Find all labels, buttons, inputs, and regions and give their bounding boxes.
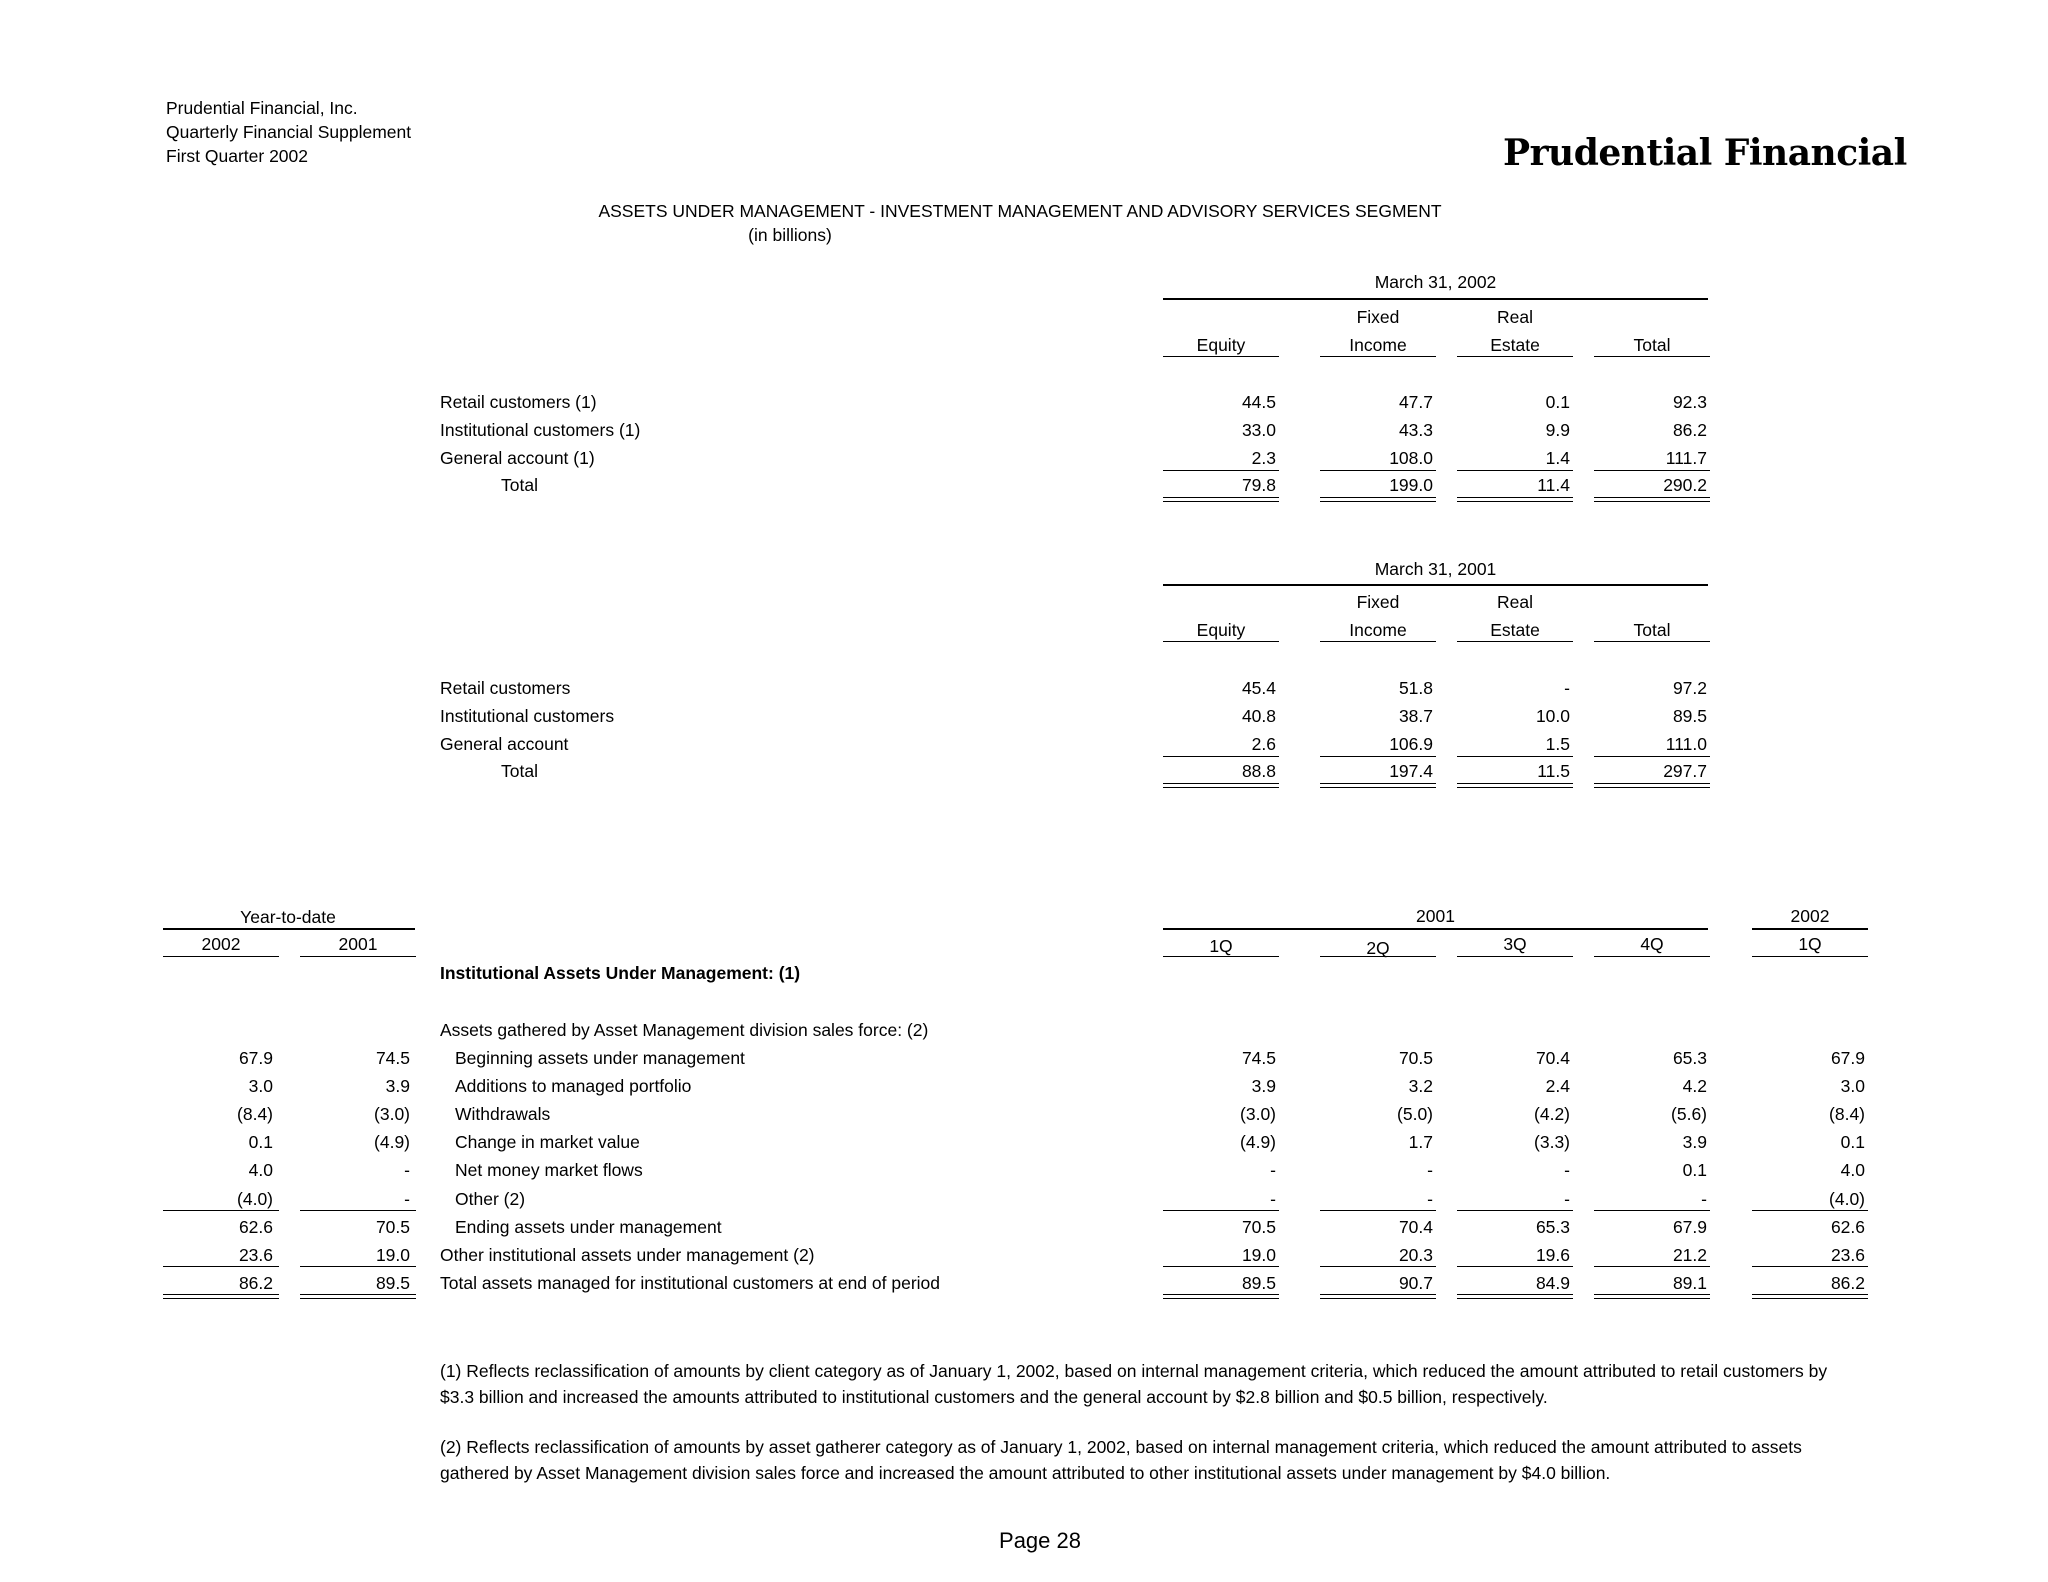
col-3q-2001: 3Q xyxy=(1503,934,1527,954)
row-label: Additions to managed portfolio xyxy=(455,1076,692,1096)
cell: 297.7 xyxy=(1663,761,1707,781)
cell: 45.4 xyxy=(1241,678,1276,698)
quarter-cell: 89.5 xyxy=(1241,1273,1276,1293)
quarter-cell: 3.0 xyxy=(1840,1076,1865,1096)
cell: 33.0 xyxy=(1241,420,1276,440)
quarter-cell: 3.9 xyxy=(1682,1132,1707,1152)
ytd-cell: (3.0) xyxy=(374,1104,410,1124)
quarter-cell: (4.9) xyxy=(1240,1132,1276,1152)
cell: 2.6 xyxy=(1251,734,1276,754)
ytd-cell: 70.5 xyxy=(375,1217,410,1237)
cell: 1.4 xyxy=(1545,448,1570,468)
quarter-cell: 21.2 xyxy=(1672,1245,1707,1265)
cell: 111.7 xyxy=(1665,448,1707,468)
row-label: Withdrawals xyxy=(455,1104,551,1124)
cell: 197.4 xyxy=(1389,761,1433,781)
col-1q-2001: 1Q xyxy=(1209,936,1233,956)
row-label: Retail customers xyxy=(440,678,571,698)
row-label: Change in market value xyxy=(455,1132,640,1152)
report-name: Quarterly Financial Supplement xyxy=(166,122,412,142)
quarter-cell: 19.0 xyxy=(1241,1245,1276,1265)
quarter-cell: (4.0) xyxy=(1829,1189,1865,1209)
table1-col-fixed-top: Fixed xyxy=(1356,307,1400,327)
cell: 88.8 xyxy=(1241,761,1276,781)
ytd-cell: 3.9 xyxy=(385,1076,410,1096)
table2-col-income: Income xyxy=(1349,620,1407,640)
page-subtitle: (in billions) xyxy=(748,225,832,245)
ytd-year-2002: 2002 xyxy=(201,934,241,954)
table2-col-total: Total xyxy=(1633,620,1671,640)
row-label: Institutional customers (1) xyxy=(440,420,641,440)
col-2q-2001: 2Q xyxy=(1366,938,1390,958)
ytd-cell: 89.5 xyxy=(375,1273,410,1293)
cell: 108.0 xyxy=(1389,448,1433,468)
cell: 11.4 xyxy=(1537,475,1570,495)
quarter-cell: 4.0 xyxy=(1840,1160,1865,1180)
quarter-cell: 3.9 xyxy=(1251,1076,1276,1096)
row-label: Total xyxy=(501,475,538,495)
cell: 111.0 xyxy=(1665,734,1707,754)
quarter-cell: 19.6 xyxy=(1535,1245,1570,1265)
quarter-cell: 90.7 xyxy=(1398,1273,1433,1293)
quarter-cell: 67.9 xyxy=(1830,1048,1865,1068)
col-4q-2001: 4Q xyxy=(1640,934,1664,954)
row-label: Total xyxy=(501,761,538,781)
quarter-cell: - xyxy=(1427,1189,1433,1209)
quarter-cell: 2.4 xyxy=(1545,1076,1570,1096)
table2-col-real-top: Real xyxy=(1497,592,1533,612)
quarter-cell: - xyxy=(1564,1160,1570,1180)
quarter-cell: 70.4 xyxy=(1398,1217,1433,1237)
cell: 79.8 xyxy=(1241,475,1276,495)
cell: 10.0 xyxy=(1535,706,1570,726)
table1-date: March 31, 2002 xyxy=(1374,272,1497,292)
table1-col-income: Income xyxy=(1349,335,1407,355)
ytd-cell: 23.6 xyxy=(238,1245,273,1265)
page-title: ASSETS UNDER MANAGEMENT - INVESTMENT MANAGEMENT AND ADVISORY SERVICES SEGMENT xyxy=(598,201,1442,221)
cell: 9.9 xyxy=(1545,420,1570,440)
quarter-cell: 89.1 xyxy=(1672,1273,1707,1293)
quarter-cell: (5.6) xyxy=(1671,1104,1707,1124)
row-label: Ending assets under management xyxy=(455,1217,722,1237)
group-2001: 2001 xyxy=(1416,906,1455,926)
table1-col-real-top: Real xyxy=(1497,307,1533,327)
quarter-cell: 20.3 xyxy=(1398,1245,1433,1265)
quarter-cell: 70.4 xyxy=(1535,1048,1570,1068)
cell: 0.1 xyxy=(1545,392,1570,412)
quarter-cell: - xyxy=(1701,1189,1707,1209)
cell: 44.5 xyxy=(1241,392,1276,412)
cell: 11.5 xyxy=(1537,761,1570,781)
table2-col-equity: Equity xyxy=(1196,620,1246,640)
ytd-cell: - xyxy=(404,1189,410,1209)
cell: 89.5 xyxy=(1672,706,1707,726)
row-label: Other institutional assets under management (2) xyxy=(440,1245,815,1265)
footnote-1: (1) Reflects reclassification of amounts by client category as of January 1, 2002, based on internal management criteria, which reduced the amount attributed to retail customers by $3.3 billion and increased the amounts attributed to institutional customers and the general account by $2.8 billion and $0.5 billion, respectively. xyxy=(440,1361,1828,1407)
quarter-cell: 84.9 xyxy=(1535,1273,1570,1293)
table1-col-estate: Estate xyxy=(1490,335,1540,355)
quarter-cell: 0.1 xyxy=(1840,1132,1865,1152)
row-label: Net money market flows xyxy=(455,1160,643,1180)
cell: 43.3 xyxy=(1398,420,1433,440)
table2-date: March 31, 2001 xyxy=(1374,559,1497,579)
cell: 97.2 xyxy=(1672,678,1707,698)
row-label: General account (1) xyxy=(440,448,595,468)
table1-col-equity: Equity xyxy=(1196,335,1246,355)
table2-col-fixed-top: Fixed xyxy=(1356,592,1400,612)
quarter-cell: 65.3 xyxy=(1535,1217,1570,1237)
quarter-cell: - xyxy=(1270,1160,1276,1180)
ytd-cell: 74.5 xyxy=(375,1048,410,1068)
page-number: Page 28 xyxy=(999,1528,1081,1553)
row-label: Beginning assets under management xyxy=(455,1048,745,1068)
quarter-cell: (3.0) xyxy=(1240,1104,1276,1124)
prudential-logo xyxy=(1503,128,1907,178)
quarter-cell: 74.5 xyxy=(1241,1048,1276,1068)
quarter-cell: 65.3 xyxy=(1672,1048,1707,1068)
row-label: Total assets managed for institutional customers at end of period xyxy=(440,1273,940,1293)
cell: 106.9 xyxy=(1389,734,1433,754)
footnote-2: (2) Reflects reclassification of amounts by asset gatherer category as of January 1, 2002, based on internal management criteria, which reduced the amount attributed to assets gathered by Asset Management division sales force and increased the amount attributed to other institutional assets under management by $4.0 billion. xyxy=(440,1437,1802,1483)
company-name: Prudential Financial, Inc. xyxy=(166,98,358,118)
cell: 199.0 xyxy=(1389,475,1433,495)
quarter-cell: (4.2) xyxy=(1534,1104,1570,1124)
quarter-cell: 1.7 xyxy=(1408,1132,1433,1152)
quarter-cell: (8.4) xyxy=(1829,1104,1865,1124)
quarter-cell: 4.2 xyxy=(1682,1076,1707,1096)
row-label: General account xyxy=(440,734,569,754)
quarter-cell: (5.0) xyxy=(1397,1104,1433,1124)
quarter-cell: - xyxy=(1427,1160,1433,1180)
ytd-cell: 67.9 xyxy=(238,1048,273,1068)
quarter-cell: - xyxy=(1270,1189,1276,1209)
cell: 40.8 xyxy=(1241,706,1276,726)
ytd-cell: 4.0 xyxy=(248,1160,273,1180)
cell: 92.3 xyxy=(1672,392,1707,412)
report-period: First Quarter 2002 xyxy=(166,146,308,166)
table1-col-total: Total xyxy=(1633,335,1671,355)
logo-text-left: Prudential xyxy=(1503,132,1712,174)
quarter-cell: 70.5 xyxy=(1241,1217,1276,1237)
ytd-cell: 86.2 xyxy=(238,1273,273,1293)
logo-text-right: Financial xyxy=(1723,132,1907,174)
cell: 51.8 xyxy=(1398,678,1433,698)
quarter-cell: 67.9 xyxy=(1672,1217,1707,1237)
quarter-cell: 70.5 xyxy=(1398,1048,1433,1068)
cell: - xyxy=(1564,678,1570,698)
section-title: Institutional Assets Under Management: (1) xyxy=(440,963,801,983)
cell: 38.7 xyxy=(1398,706,1433,726)
cell: 2.3 xyxy=(1251,448,1276,468)
quarter-cell: 0.1 xyxy=(1682,1160,1707,1180)
subsection-title: Assets gathered by Asset Management division sales force: (2) xyxy=(440,1020,929,1040)
cell: 1.5 xyxy=(1545,734,1570,754)
ytd-cell: - xyxy=(404,1160,410,1180)
group-2002: 2002 xyxy=(1790,906,1830,926)
ytd-cell: 19.0 xyxy=(375,1245,410,1265)
quarter-cell: 23.6 xyxy=(1830,1245,1865,1265)
ytd-cell: (4.0) xyxy=(237,1189,273,1209)
quarter-cell: 62.6 xyxy=(1830,1217,1865,1237)
row-label: Institutional customers xyxy=(440,706,615,726)
quarter-cell: 3.2 xyxy=(1408,1076,1433,1096)
ytd-cell: (4.9) xyxy=(374,1132,410,1152)
ytd-label: Year-to-date xyxy=(240,907,336,927)
cell: 290.2 xyxy=(1663,475,1707,495)
ytd-cell: 62.6 xyxy=(238,1217,273,1237)
ytd-cell: (8.4) xyxy=(237,1104,273,1124)
table2-col-estate: Estate xyxy=(1490,620,1540,640)
row-label: Retail customers (1) xyxy=(440,392,597,412)
ytd-cell: 0.1 xyxy=(248,1132,273,1152)
cell: 86.2 xyxy=(1672,420,1707,440)
ytd-cell: 3.0 xyxy=(248,1076,273,1096)
quarter-cell: (3.3) xyxy=(1534,1132,1570,1152)
row-label: Other (2) xyxy=(455,1189,526,1209)
quarter-cell: - xyxy=(1564,1189,1570,1209)
quarter-cell: 86.2 xyxy=(1830,1273,1865,1293)
col-1q-2002: 1Q xyxy=(1798,934,1822,954)
cell: 47.7 xyxy=(1398,392,1433,412)
ytd-year-2001: 2001 xyxy=(338,934,378,954)
